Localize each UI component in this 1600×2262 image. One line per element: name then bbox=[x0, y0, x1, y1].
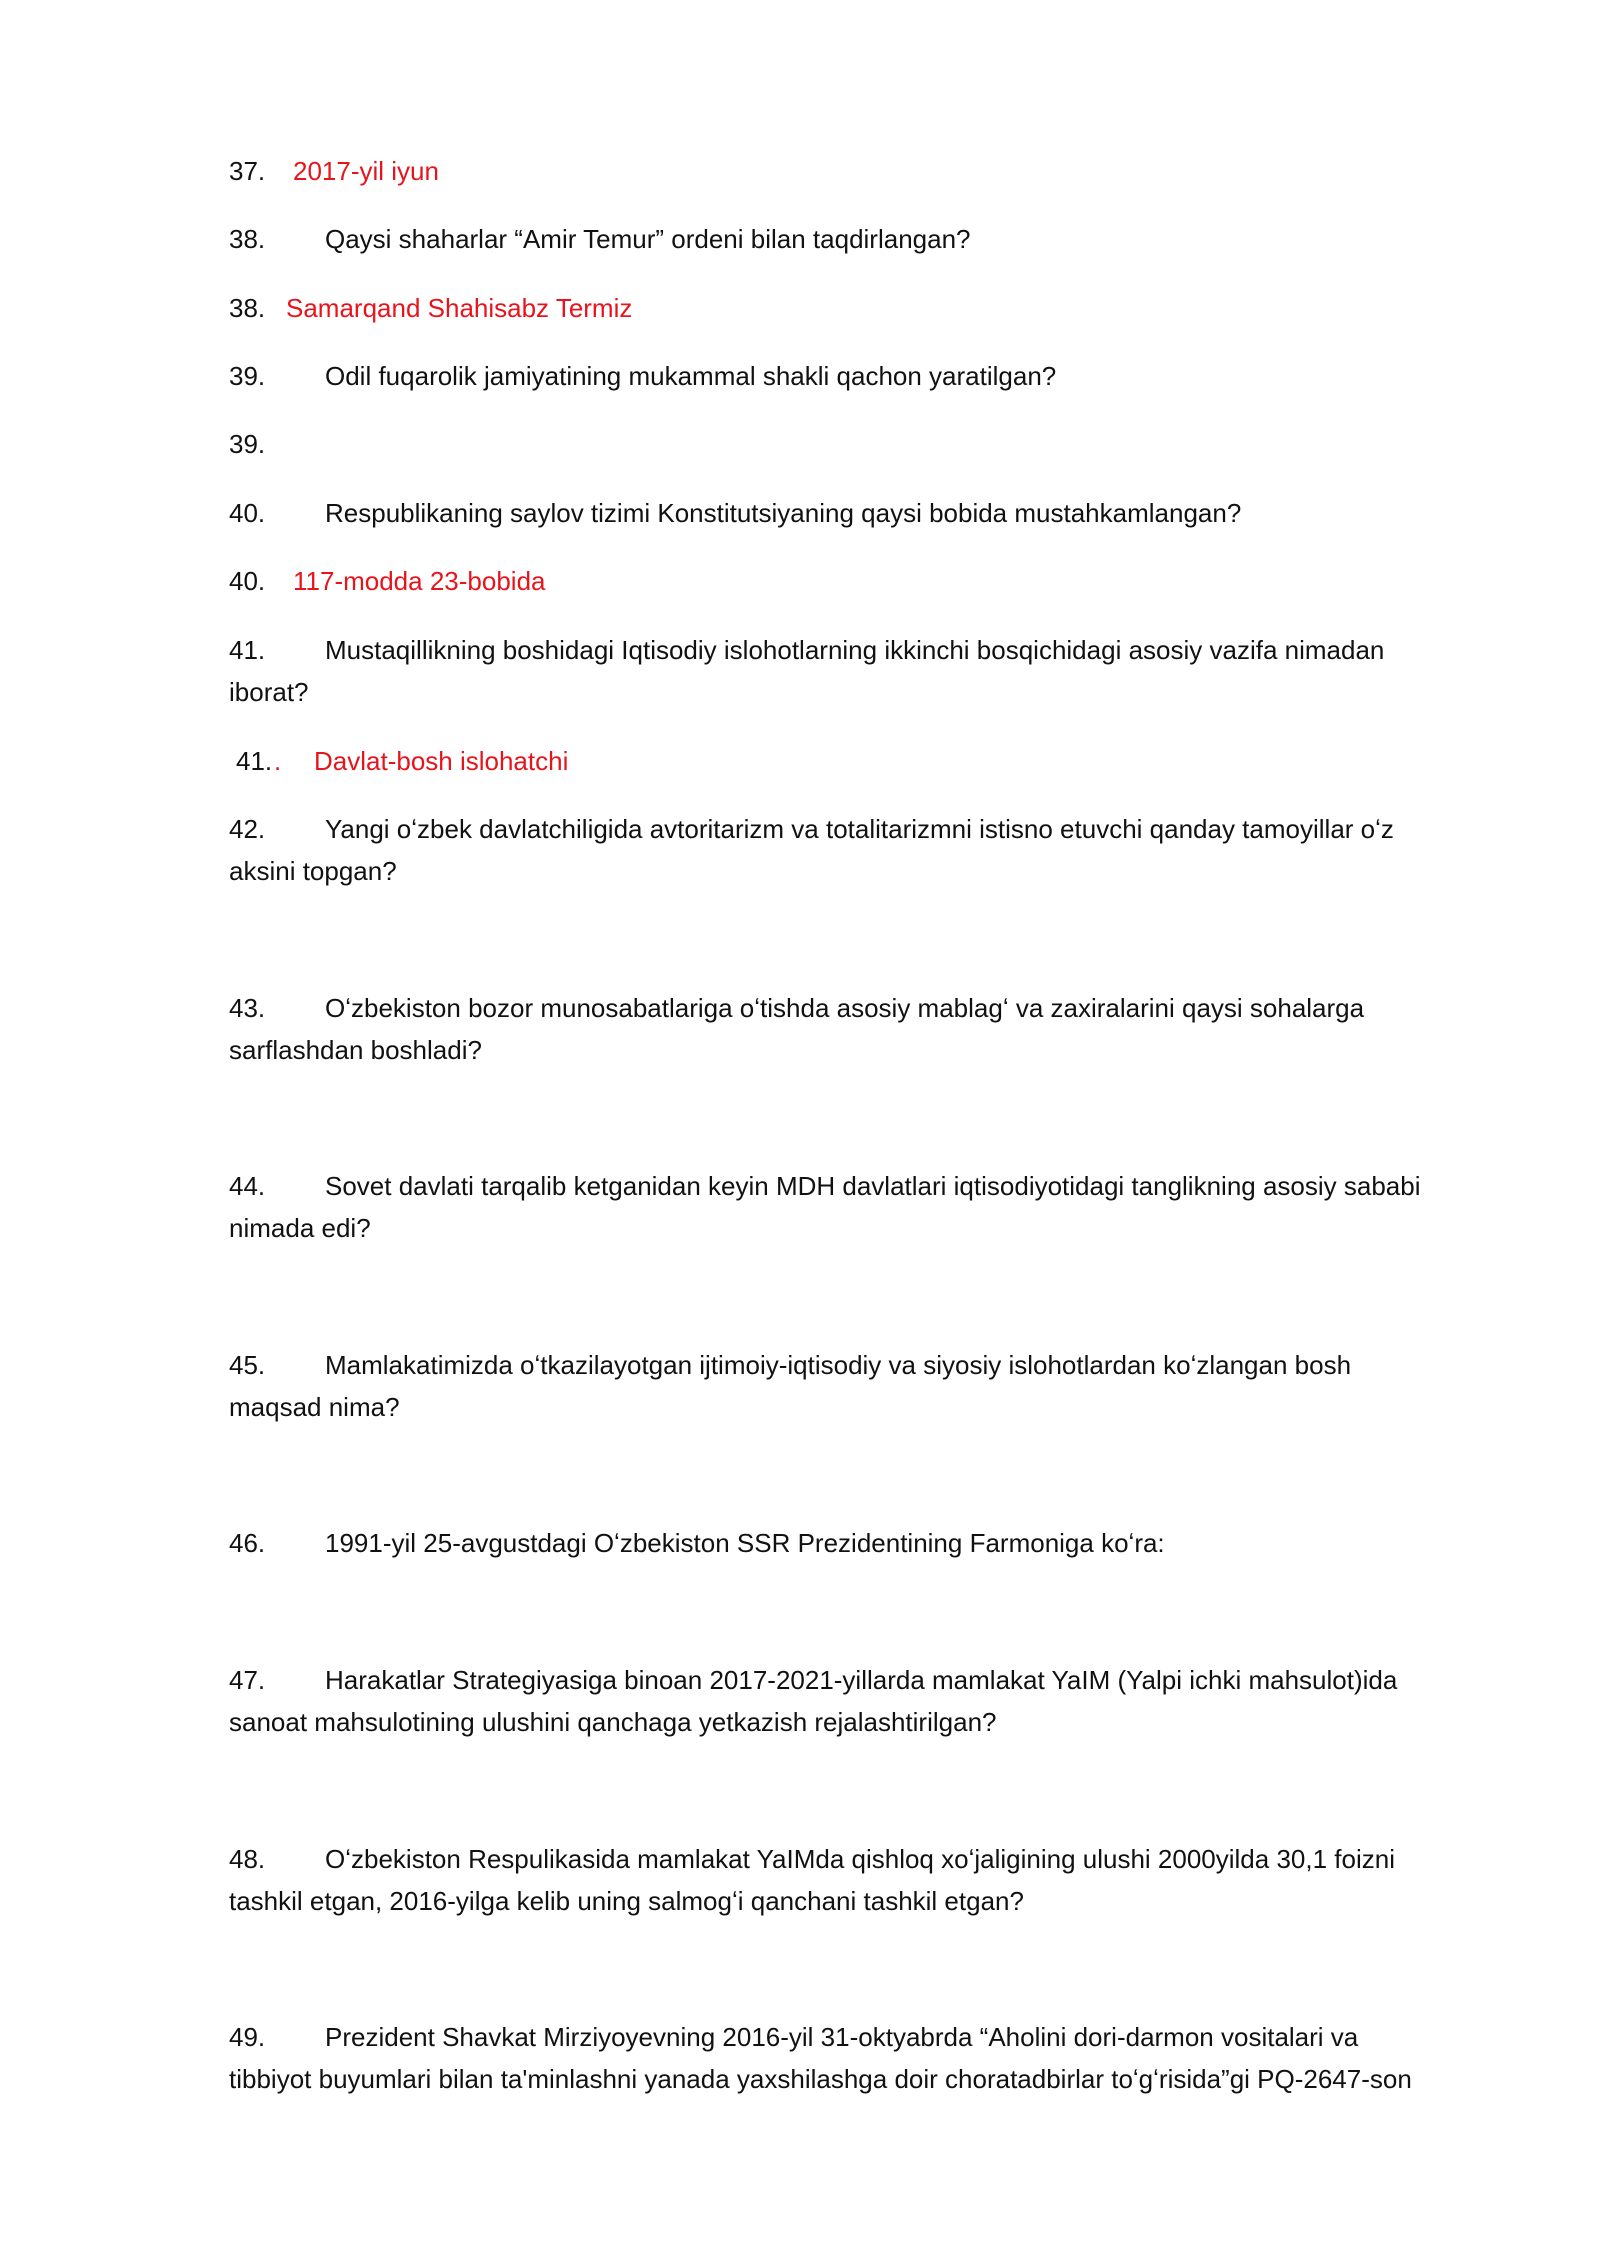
question-text: Qaysi shaharlar “Amir Temur” ordeni bilan taqdirlangan? bbox=[325, 224, 971, 254]
item-number: 45. bbox=[229, 1350, 266, 1380]
answer-40 bbox=[229, 560, 1479, 602]
question-44 bbox=[229, 1165, 1479, 1207]
question-42 bbox=[229, 808, 1479, 850]
question-44-continuation: nimada edi? bbox=[229, 1213, 371, 1243]
answer-37 bbox=[229, 150, 1479, 192]
item-number: 40. bbox=[229, 566, 266, 596]
question-45-continuation: maqsad nima? bbox=[229, 1392, 400, 1422]
answer-text: 117-modda 23-bobida bbox=[293, 566, 546, 596]
question-43 bbox=[229, 987, 1479, 1029]
answer-39 bbox=[229, 423, 1479, 465]
question-text: Mamlakatimizda oʻtkazilayotgan ijtimoiy-iqtisodiy va siyosiy islohotlardan koʻzlangan bosh bbox=[325, 1350, 1352, 1380]
item-number: 46. bbox=[229, 1528, 266, 1558]
question-text: Mustaqillikning boshidagi Iqtisodiy islohotlarning ikkinchi bosqichidagi asosiy vazifa nimadan bbox=[325, 635, 1385, 665]
question-text: Prezident Shavkat Mirziyoyevning 2016-yil 31-oktyabrda “Aholini dori-darmon vositalari va bbox=[325, 2022, 1359, 2052]
question-42-continuation: aksini topgan? bbox=[229, 856, 397, 886]
item-number: 44. bbox=[229, 1171, 266, 1201]
question-46 bbox=[229, 1522, 1479, 1564]
question-text: 1991-yil 25-avgustdagi Oʻzbekiston SSR Prezidentining Farmoniga koʻra: bbox=[325, 1528, 1165, 1558]
answer-38 bbox=[229, 287, 1479, 329]
answer-text: Samarqand Shahisabz Termiz bbox=[286, 293, 633, 323]
item-number: 37. bbox=[229, 156, 266, 186]
question-text: Yangi oʻzbek davlatchiligida avtoritarizm va totalitarizmni istisno etuvchi qanday tamoyillar oʻz bbox=[325, 814, 1394, 844]
question-39 bbox=[229, 355, 1479, 397]
question-45 bbox=[229, 1344, 1479, 1386]
answer-separator: . bbox=[274, 746, 282, 776]
item-number: 39. bbox=[229, 361, 266, 391]
question-text: Odil fuqarolik jamiyatining mukammal shakli qachon yaratilgan? bbox=[325, 361, 1057, 391]
item-number: 38. bbox=[229, 293, 266, 323]
item-number: 49. bbox=[229, 2022, 266, 2052]
question-41 bbox=[229, 629, 1479, 671]
item-number: 42. bbox=[229, 814, 266, 844]
item-number: 40. bbox=[229, 498, 266, 528]
question-43-continuation: sarflashdan boshladi? bbox=[229, 1035, 482, 1065]
item-number: 41. bbox=[229, 635, 266, 665]
question-47-continuation: sanoat mahsulotining ulushini qanchaga yetkazish rejalashtirilgan? bbox=[229, 1707, 997, 1737]
item-number: 47. bbox=[229, 1665, 266, 1695]
item-number: 38. bbox=[229, 224, 266, 254]
question-text: Harakatlar Strategiyasiga binoan 2017-2021-yillarda mamlakat YaIM (Yalpi ichki mahsulot)ida bbox=[325, 1665, 1398, 1695]
answer-41 bbox=[236, 740, 1486, 782]
item-number: 43. bbox=[229, 993, 266, 1023]
question-48 bbox=[229, 1838, 1479, 1880]
question-48-continuation: tashkil etgan, 2016-yilga kelib uning salmogʻi qanchani tashkil etgan? bbox=[229, 1886, 1024, 1916]
question-41-continuation: iborat? bbox=[229, 677, 309, 707]
item-number: 41. bbox=[236, 746, 273, 776]
question-text: Oʻzbekiston Respulikasida mamlakat YaIMda qishloq xoʻjaligining ulushi 2000yilda 30,1 foizni bbox=[325, 1844, 1395, 1874]
question-text: Oʻzbekiston bozor munosabatlariga oʻtishda asosiy mablagʻ va zaxiralarini qaysi sohalarga bbox=[325, 993, 1365, 1023]
item-number: 48. bbox=[229, 1844, 266, 1874]
question-49 bbox=[229, 2016, 1479, 2058]
question-38 bbox=[229, 218, 1479, 260]
question-49-continuation: tibbiyot buyumlari bilan ta'minlashni yanada yaxshilashga doir choratadbirlar toʻgʻrisida”gi PQ-2647-son bbox=[229, 2064, 1412, 2094]
question-47 bbox=[229, 1659, 1479, 1701]
answer-text: 2017-yil iyun bbox=[293, 156, 439, 186]
question-40 bbox=[229, 492, 1479, 534]
item-number: 39. bbox=[229, 429, 266, 459]
question-text: Sovet davlati tarqalib ketganidan keyin MDH davlatlari iqtisodiyotidagi tanglikning asosiy sababi bbox=[325, 1171, 1421, 1201]
answer-text: Davlat-bosh islohatchi bbox=[314, 746, 569, 776]
question-text: Respublikaning saylov tizimi Konstitutsiyaning qaysi bobida mustahkamlangan? bbox=[325, 498, 1242, 528]
